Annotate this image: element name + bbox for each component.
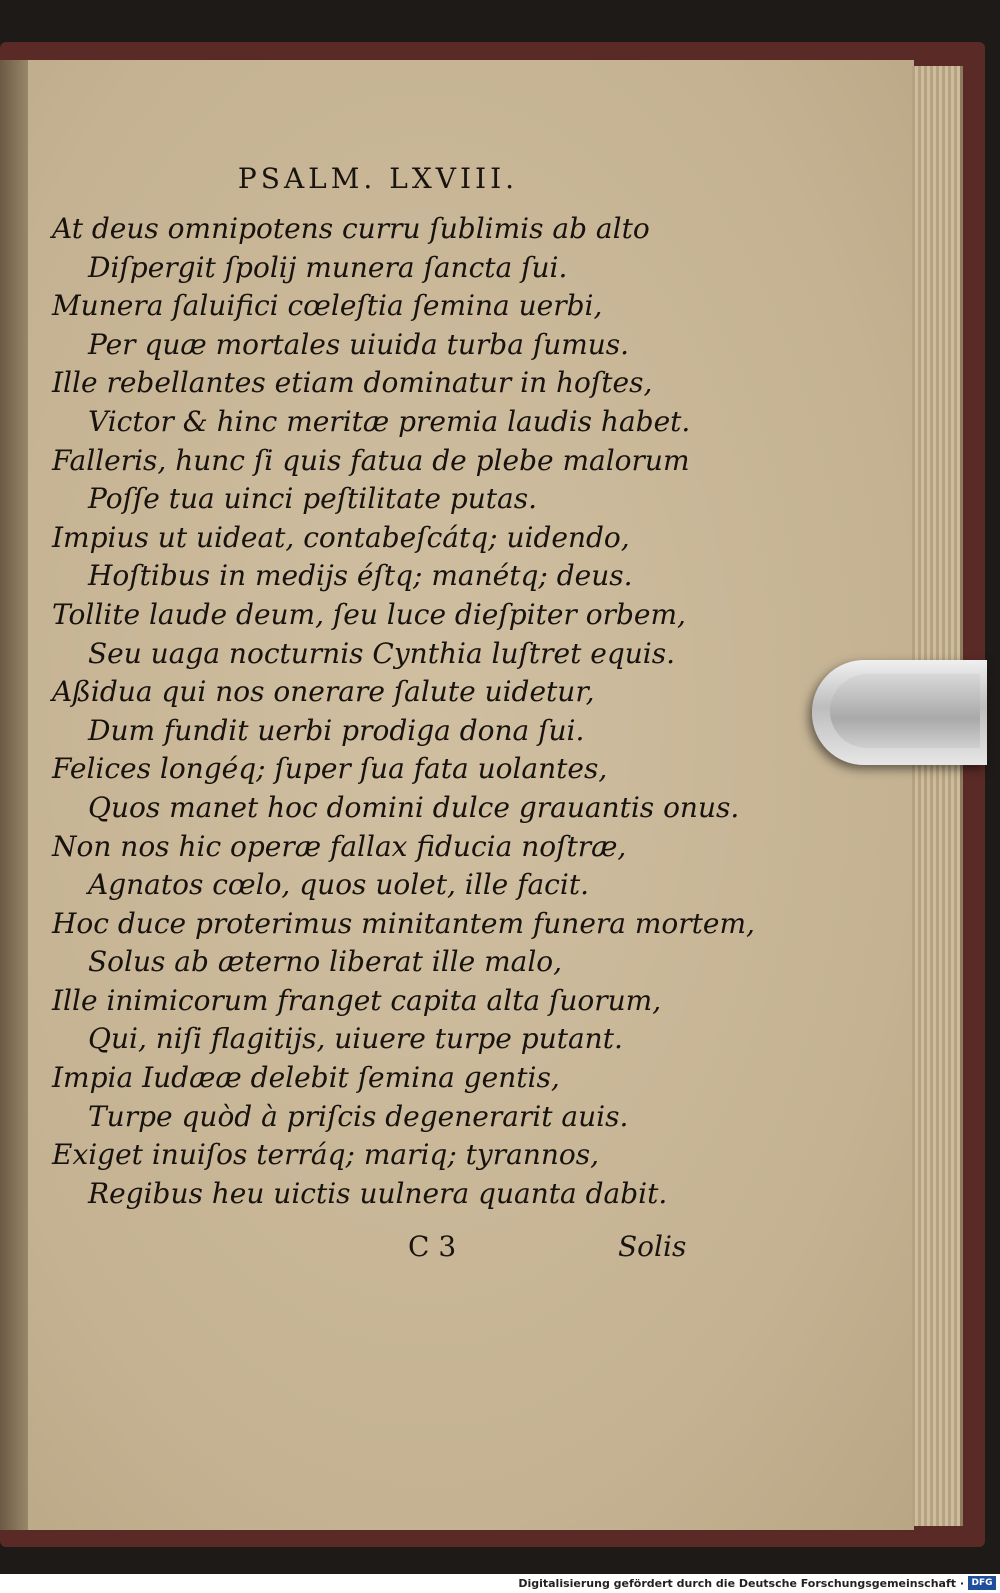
catchword: Solis <box>618 1230 687 1263</box>
verse-line: Per quæ mortales uiuida turba ſumus. <box>88 327 630 361</box>
verse-line: Aßidua qui nos onerare ſalute uidetur, <box>52 675 595 709</box>
verse-block <box>52 210 852 1213</box>
verse-line: Felices longéq; ſuper ſua fata uolantes, <box>52 752 608 786</box>
verse-line: Impius ut uideat, contabeſcátq; uidendo, <box>52 520 630 554</box>
verse-line: Hoc duce proterimus minitantem funera mortem, <box>52 906 755 940</box>
verse-line: Dum fundit uerbi prodiga dona ſui. <box>88 713 585 747</box>
verse-line: Impia Iudææ delebit ſemina gentis, <box>52 1061 560 1095</box>
verse-line: Qui, niſi flagitijs, uiuere turpe putant. <box>88 1022 623 1056</box>
verse-line: Hoſtibus in medijs éſtq; manétq; deus. <box>88 559 633 593</box>
book-page <box>28 60 914 1530</box>
signature-mark: C 3 <box>408 1230 457 1263</box>
verse-line: Quos manet hoc domini dulce grauantis onus. <box>88 790 740 824</box>
verse-line: Solus ab æterno liberat ille malo, <box>88 945 563 979</box>
verse-line: Ille inimicorum franget capita alta ſuorum, <box>52 983 662 1017</box>
verse-line: Ille rebellantes etiam dominatur in hoſtes, <box>52 366 653 400</box>
page-block-edges <box>912 66 963 1526</box>
verse-line: Tollite laude deum, ſeu luce dieſpiter orbem, <box>52 597 686 631</box>
verse-line: Diſpergit ſpolij munera ſancta ſui. <box>88 250 568 284</box>
verse-line: Seu uaga nocturnis Cynthia luſtret equis. <box>88 636 676 670</box>
verse-line: Regibus heu uictis uulnera quanta dabit. <box>88 1176 668 1210</box>
verse-line: Falleris, hunc ſi quis fatua de plebe malorum <box>52 443 690 477</box>
book-clasp <box>812 660 987 765</box>
verse-line: Turpe quòd à priſcis degenerarit auis. <box>88 1099 629 1133</box>
verse-line: Non nos hic operæ fallax fiducia noſtræ, <box>52 829 627 863</box>
funding-credit: Digitalisierung gefördert durch die Deutsche Forschungsgemeinschaft · <box>518 1577 964 1590</box>
verse-line: Agnatos cœlo, quos uolet, ille facit. <box>88 868 589 902</box>
dfg-logo: DFG <box>968 1576 996 1590</box>
verse-line: Munera ſaluifici cœleſtia ſemina uerbi, <box>52 289 603 323</box>
verse-line: Victor & hinc meritæ premia laudis habet. <box>88 404 691 438</box>
facing-page-edge <box>0 60 30 1530</box>
verse-line: At deus omnipotens curru ſublimis ab alto <box>52 212 650 245</box>
page-header: PSALM. LXVIII. <box>237 162 519 195</box>
verse-line: Poſſe tua uinci peſtilitate putas. <box>88 482 538 516</box>
verse-line: Exiget inuiſos terráq; mariq; tyrannos, <box>52 1138 600 1172</box>
